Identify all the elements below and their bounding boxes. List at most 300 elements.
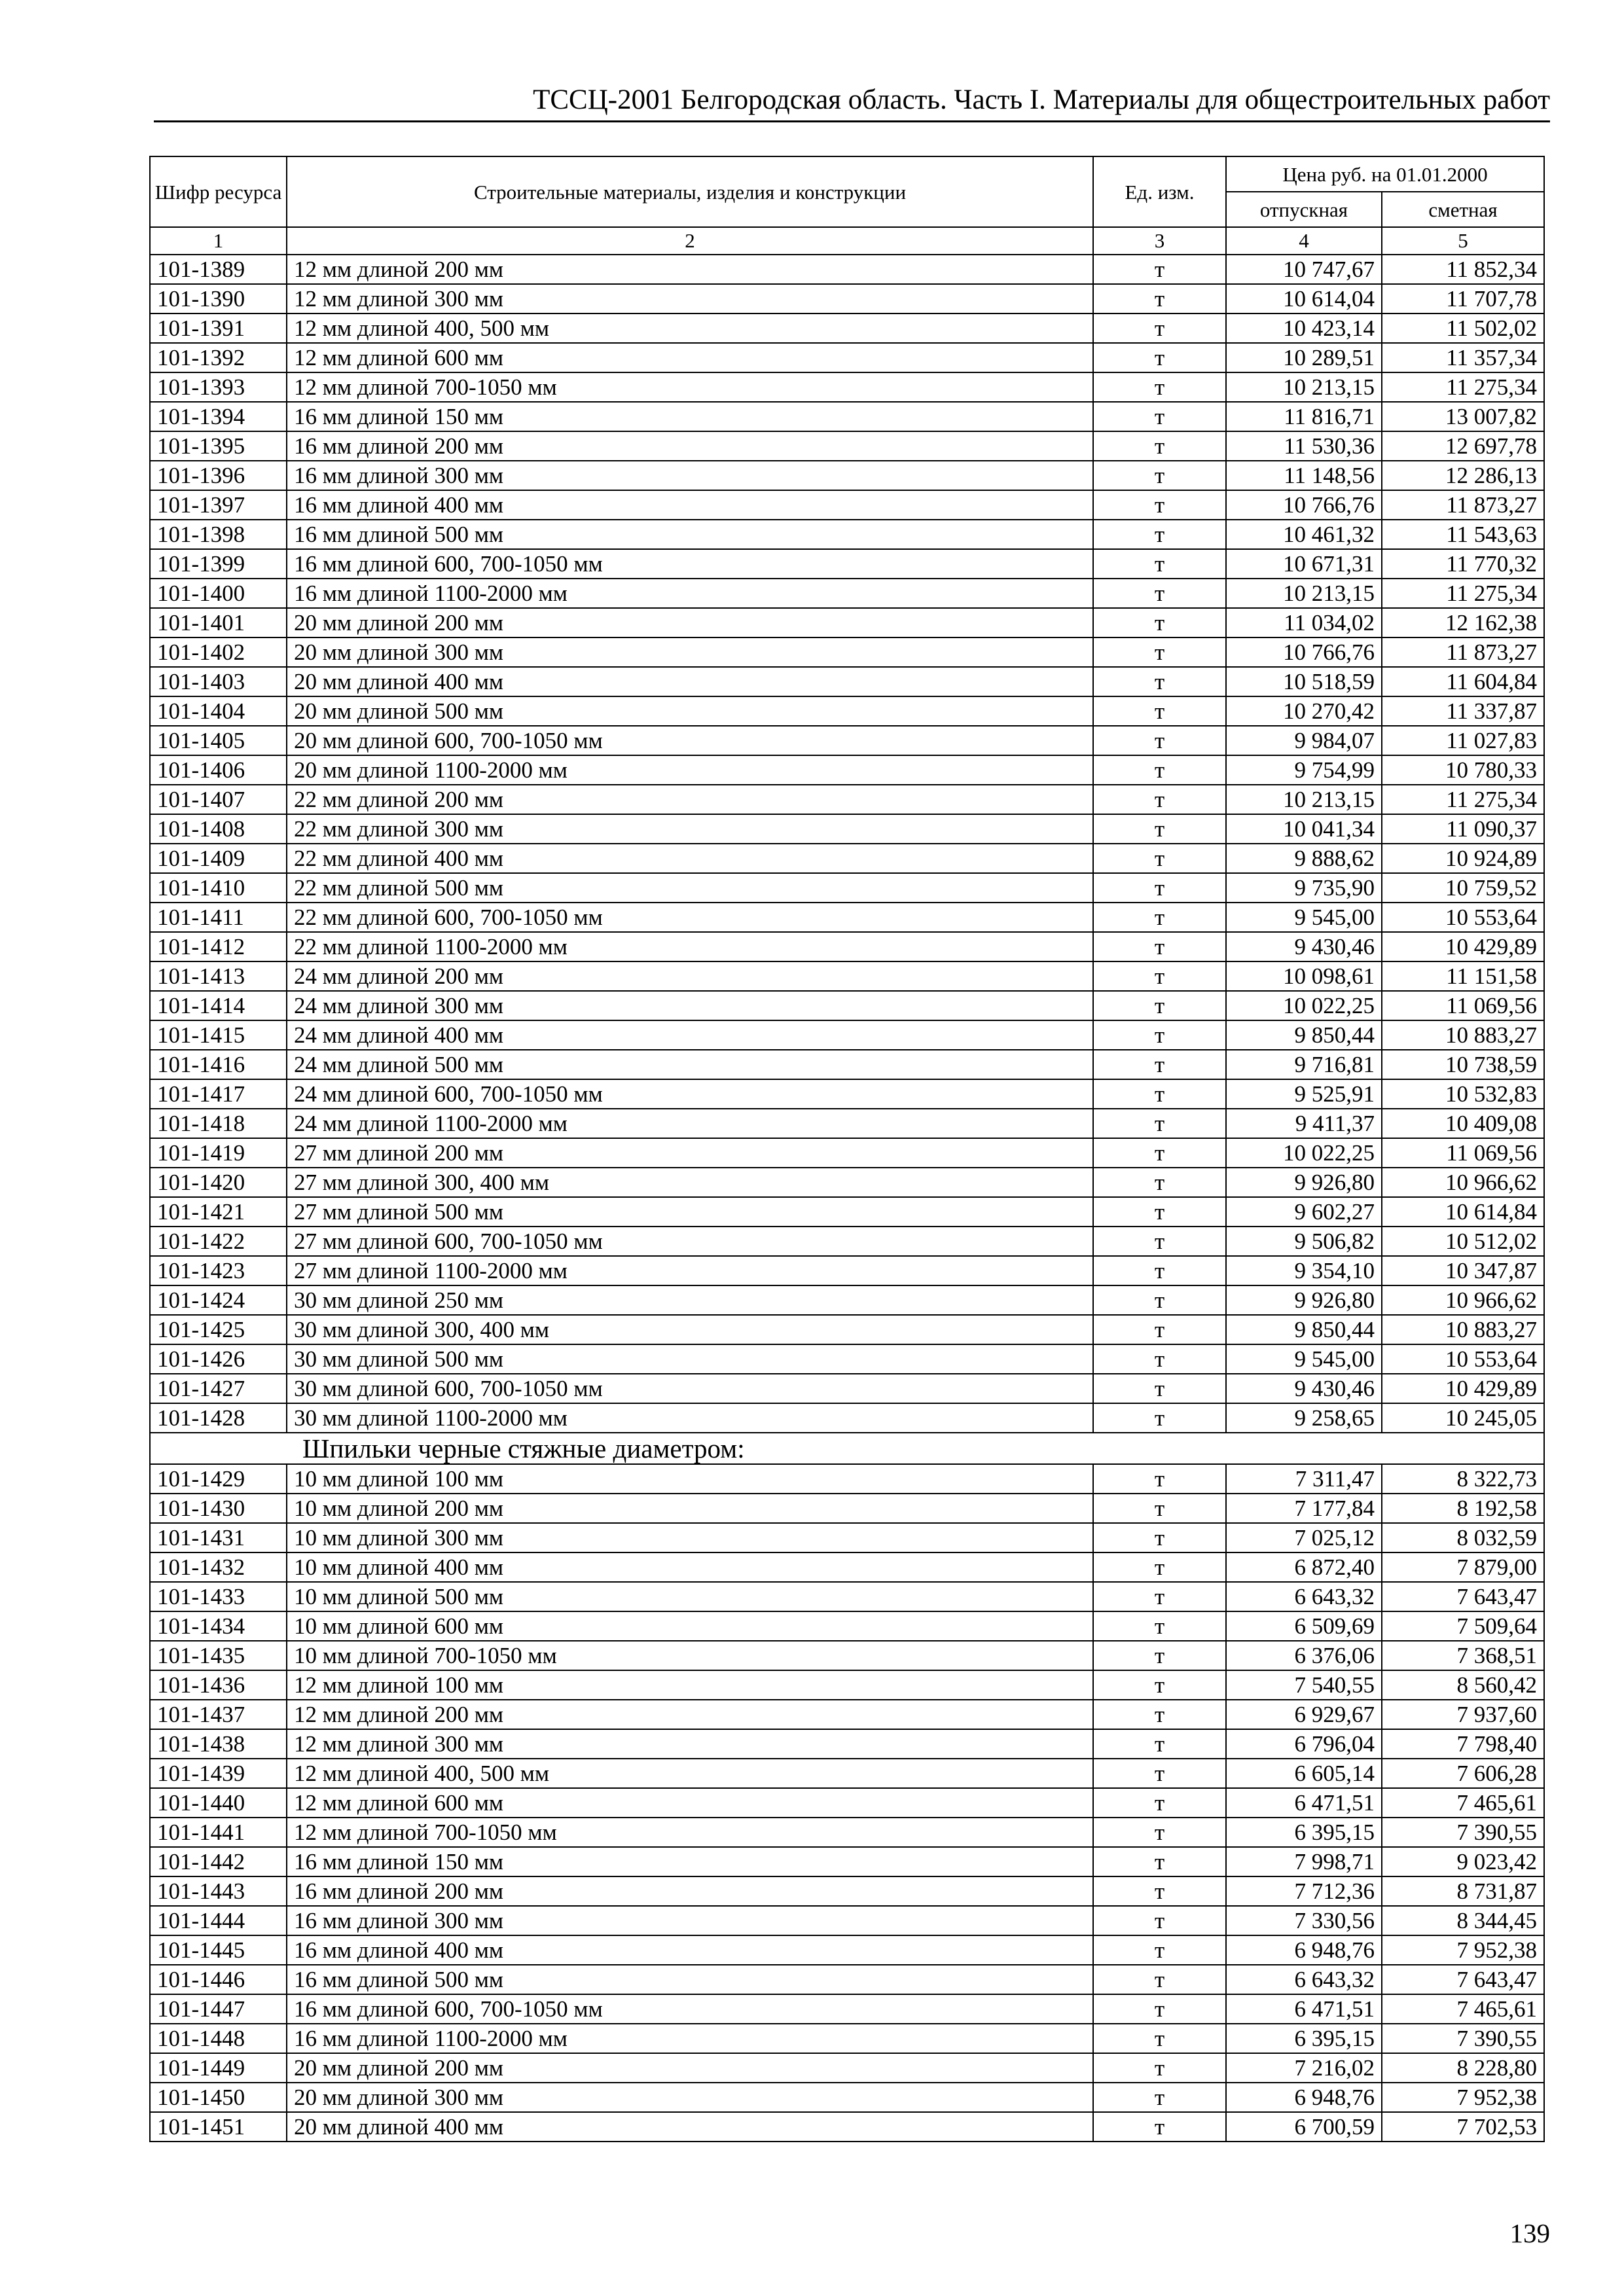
resource-code: 101-1394 xyxy=(150,402,287,431)
material-name: 12 мм длиной 600 мм xyxy=(287,343,1093,372)
table-row xyxy=(150,903,1544,932)
resource-code: 101-1402 xyxy=(150,637,287,667)
table-row xyxy=(150,1818,1544,1847)
release-price: 9 258,65 xyxy=(1226,1403,1382,1433)
resource-code: 101-1433 xyxy=(150,1582,287,1611)
table-row xyxy=(150,1670,1544,1700)
estimate-price: 8 192,58 xyxy=(1382,1494,1544,1523)
material-name: 20 мм длиной 600, 700-1050 мм xyxy=(287,726,1093,755)
material-name: 20 мм длиной 400 мм xyxy=(287,2112,1093,2142)
estimate-price: 7 509,64 xyxy=(1382,1611,1544,1641)
unit-of-measure: т xyxy=(1093,520,1226,549)
table-row xyxy=(150,549,1544,579)
column-header-price: Цена руб. на 01.01.2000 xyxy=(1226,156,1544,192)
material-name: 12 мм длиной 400, 500 мм xyxy=(287,314,1093,343)
material-name: 16 мм длиной 1100-2000 мм xyxy=(287,2024,1093,2053)
resource-code: 101-1421 xyxy=(150,1197,287,1227)
resource-code: 101-1422 xyxy=(150,1227,287,1256)
unit-of-measure: т xyxy=(1093,1197,1226,1227)
unit-of-measure: т xyxy=(1093,343,1226,372)
resource-code: 101-1436 xyxy=(150,1670,287,1700)
table-row xyxy=(150,1494,1544,1523)
resource-code: 101-1423 xyxy=(150,1256,287,1285)
resource-code: 101-1416 xyxy=(150,1050,287,1079)
material-name: 16 мм длиной 500 мм xyxy=(287,520,1093,549)
table-row xyxy=(150,1197,1544,1227)
estimate-price: 10 347,87 xyxy=(1382,1256,1544,1285)
estimate-price: 11 357,34 xyxy=(1382,343,1544,372)
estimate-price: 7 465,61 xyxy=(1382,1994,1544,2024)
resource-code: 101-1438 xyxy=(150,1729,287,1759)
material-name: 10 мм длиной 500 мм xyxy=(287,1582,1093,1611)
page-number: 139 xyxy=(1509,2218,1550,2248)
unit-of-measure: т xyxy=(1093,431,1226,461)
release-price: 6 948,76 xyxy=(1226,2083,1382,2112)
table-row xyxy=(150,1138,1544,1168)
material-name: 10 мм длиной 300 мм xyxy=(287,1523,1093,1552)
material-name: 22 мм длиной 600, 700-1050 мм xyxy=(287,903,1093,932)
material-name: 22 мм длиной 200 мм xyxy=(287,785,1093,814)
estimate-price: 7 702,53 xyxy=(1382,2112,1544,2142)
column-number: 1 xyxy=(150,227,287,255)
unit-of-measure: т xyxy=(1093,991,1226,1020)
estimate-price: 7 937,60 xyxy=(1382,1700,1544,1729)
table-row xyxy=(150,726,1544,755)
unit-of-measure: т xyxy=(1093,1138,1226,1168)
estimate-price: 7 952,38 xyxy=(1382,2083,1544,2112)
material-name: 30 мм длиной 1100-2000 мм xyxy=(287,1403,1093,1433)
material-name: 30 мм длиной 600, 700-1050 мм xyxy=(287,1374,1093,1403)
resource-code: 101-1429 xyxy=(150,1464,287,1494)
release-price: 6 395,15 xyxy=(1226,2024,1382,2053)
release-price: 6 395,15 xyxy=(1226,1818,1382,1847)
table-row xyxy=(150,755,1544,785)
table-row xyxy=(150,1759,1544,1788)
material-name: 24 мм длиной 200 мм xyxy=(287,961,1093,991)
table-row xyxy=(150,932,1544,961)
resource-code: 101-1435 xyxy=(150,1641,287,1670)
table-row xyxy=(150,844,1544,873)
material-name: 27 мм длиной 500 мм xyxy=(287,1197,1093,1227)
table-row xyxy=(150,1935,1544,1965)
unit-of-measure: т xyxy=(1093,1906,1226,1935)
resource-code: 101-1399 xyxy=(150,549,287,579)
column-header-name: Строительные материалы, изделия и конструкции xyxy=(287,156,1093,227)
estimate-price: 7 390,55 xyxy=(1382,2024,1544,2053)
resource-code: 101-1417 xyxy=(150,1079,287,1109)
unit-of-measure: т xyxy=(1093,1374,1226,1403)
resource-code: 101-1437 xyxy=(150,1700,287,1729)
resource-code: 101-1451 xyxy=(150,2112,287,2142)
estimate-price: 10 883,27 xyxy=(1382,1020,1544,1050)
unit-of-measure: т xyxy=(1093,696,1226,726)
resource-code: 101-1389 xyxy=(150,255,287,284)
resource-code: 101-1396 xyxy=(150,461,287,490)
resource-code: 101-1439 xyxy=(150,1759,287,1788)
unit-of-measure: т xyxy=(1093,1079,1226,1109)
resource-code: 101-1390 xyxy=(150,284,287,314)
table-row xyxy=(150,1374,1544,1403)
table-row xyxy=(150,1050,1544,1079)
resource-code: 101-1391 xyxy=(150,314,287,343)
table-row xyxy=(150,255,1544,284)
unit-of-measure: т xyxy=(1093,1109,1226,1138)
table-row xyxy=(150,1109,1544,1138)
release-price: 10 213,15 xyxy=(1226,579,1382,608)
release-price: 11 148,56 xyxy=(1226,461,1382,490)
material-name: 10 мм длиной 400 мм xyxy=(287,1552,1093,1582)
column-number: 3 xyxy=(1093,227,1226,255)
estimate-price: 12 286,13 xyxy=(1382,461,1544,490)
estimate-price: 12 162,38 xyxy=(1382,608,1544,637)
estimate-price: 8 228,80 xyxy=(1382,2053,1544,2083)
estimate-price: 13 007,82 xyxy=(1382,402,1544,431)
release-price: 7 216,02 xyxy=(1226,2053,1382,2083)
estimate-price: 7 390,55 xyxy=(1382,1818,1544,1847)
unit-of-measure: т xyxy=(1093,372,1226,402)
table-body xyxy=(150,255,1544,2142)
table-header xyxy=(150,156,1544,255)
estimate-price: 10 245,05 xyxy=(1382,1403,1544,1433)
material-name: 22 мм длиной 400 мм xyxy=(287,844,1093,873)
estimate-price: 11 337,87 xyxy=(1382,696,1544,726)
unit-of-measure: т xyxy=(1093,1876,1226,1906)
material-name: 12 мм длиной 100 мм xyxy=(287,1670,1093,1700)
unit-of-measure: т xyxy=(1093,1403,1226,1433)
material-name: 16 мм длиной 600, 700-1050 мм xyxy=(287,549,1093,579)
estimate-price: 10 409,08 xyxy=(1382,1109,1544,1138)
table-row xyxy=(150,873,1544,903)
estimate-price: 10 553,64 xyxy=(1382,903,1544,932)
release-price: 11 530,36 xyxy=(1226,431,1382,461)
table-row xyxy=(150,1788,1544,1818)
release-price: 11 816,71 xyxy=(1226,402,1382,431)
resource-code: 101-1411 xyxy=(150,903,287,932)
release-price: 9 354,10 xyxy=(1226,1256,1382,1285)
release-price: 9 735,90 xyxy=(1226,873,1382,903)
release-price: 10 747,67 xyxy=(1226,255,1382,284)
material-name: 27 мм длиной 600, 700-1050 мм xyxy=(287,1227,1093,1256)
unit-of-measure: т xyxy=(1093,1729,1226,1759)
table-row xyxy=(150,2024,1544,2053)
release-price: 7 540,55 xyxy=(1226,1670,1382,1700)
material-name: 12 мм длиной 200 мм xyxy=(287,255,1093,284)
section-heading: Шпильки черные стяжные диаметром: xyxy=(150,1433,1544,1464)
table-row xyxy=(150,1464,1544,1494)
estimate-price: 7 606,28 xyxy=(1382,1759,1544,1788)
unit-of-measure: т xyxy=(1093,1168,1226,1197)
estimate-price: 8 731,87 xyxy=(1382,1876,1544,1906)
unit-of-measure: т xyxy=(1093,1256,1226,1285)
material-name: 22 мм длиной 1100-2000 мм xyxy=(287,932,1093,961)
unit-of-measure: т xyxy=(1093,1582,1226,1611)
resource-code: 101-1409 xyxy=(150,844,287,873)
table-row xyxy=(150,1285,1544,1315)
table-row xyxy=(150,1344,1544,1374)
release-price: 7 712,36 xyxy=(1226,1876,1382,1906)
estimate-price: 11 275,34 xyxy=(1382,372,1544,402)
unit-of-measure: т xyxy=(1093,1050,1226,1079)
table-row xyxy=(150,284,1544,314)
material-name: 10 мм длиной 600 мм xyxy=(287,1611,1093,1641)
unit-of-measure: т xyxy=(1093,1670,1226,1700)
column-header-estimate-price: сметная xyxy=(1382,192,1544,227)
table-row xyxy=(150,2083,1544,2112)
resource-code: 101-1405 xyxy=(150,726,287,755)
table-row xyxy=(150,1965,1544,1994)
resource-code: 101-1450 xyxy=(150,2083,287,2112)
unit-of-measure: т xyxy=(1093,726,1226,755)
material-name: 16 мм длиной 300 мм xyxy=(287,1906,1093,1935)
release-price: 7 998,71 xyxy=(1226,1847,1382,1876)
estimate-price: 11 069,56 xyxy=(1382,991,1544,1020)
material-name: 12 мм длиной 300 мм xyxy=(287,1729,1093,1759)
resource-code: 101-1448 xyxy=(150,2024,287,2053)
estimate-price: 10 532,83 xyxy=(1382,1079,1544,1109)
estimate-price: 8 032,59 xyxy=(1382,1523,1544,1552)
resource-code: 101-1403 xyxy=(150,667,287,696)
material-name: 16 мм длиной 150 мм xyxy=(287,1847,1093,1876)
release-price: 9 430,46 xyxy=(1226,1374,1382,1403)
unit-of-measure: т xyxy=(1093,1759,1226,1788)
release-price: 6 605,14 xyxy=(1226,1759,1382,1788)
estimate-price: 11 543,63 xyxy=(1382,520,1544,549)
table-row xyxy=(150,637,1544,667)
release-price: 9 545,00 xyxy=(1226,1344,1382,1374)
resource-code: 101-1410 xyxy=(150,873,287,903)
resource-code: 101-1413 xyxy=(150,961,287,991)
estimate-price: 10 429,89 xyxy=(1382,932,1544,961)
material-name: 16 мм длиной 300 мм xyxy=(287,461,1093,490)
estimate-price: 8 560,42 xyxy=(1382,1670,1544,1700)
resource-code: 101-1443 xyxy=(150,1876,287,1906)
resource-code: 101-1412 xyxy=(150,932,287,961)
release-price: 9 525,91 xyxy=(1226,1079,1382,1109)
material-name: 10 мм длиной 700-1050 мм xyxy=(287,1641,1093,1670)
release-price: 10 423,14 xyxy=(1226,314,1382,343)
release-price: 10 213,15 xyxy=(1226,785,1382,814)
column-number: 4 xyxy=(1226,227,1382,255)
resource-code: 101-1414 xyxy=(150,991,287,1020)
table-row xyxy=(150,490,1544,520)
unit-of-measure: т xyxy=(1093,402,1226,431)
material-name: 16 мм длиной 1100-2000 мм xyxy=(287,579,1093,608)
estimate-price: 11 852,34 xyxy=(1382,255,1544,284)
resource-code: 101-1431 xyxy=(150,1523,287,1552)
table-row xyxy=(150,1906,1544,1935)
unit-of-measure: т xyxy=(1093,490,1226,520)
estimate-price: 10 780,33 xyxy=(1382,755,1544,785)
material-name: 10 мм длиной 200 мм xyxy=(287,1494,1093,1523)
release-price: 6 796,04 xyxy=(1226,1729,1382,1759)
table-row xyxy=(150,1847,1544,1876)
unit-of-measure: т xyxy=(1093,1464,1226,1494)
column-header-release-price: отпускная xyxy=(1226,192,1382,227)
column-header-unit: Ед. изм. xyxy=(1093,156,1226,227)
estimate-price: 12 697,78 xyxy=(1382,431,1544,461)
unit-of-measure: т xyxy=(1093,785,1226,814)
release-price: 9 506,82 xyxy=(1226,1227,1382,1256)
table-row xyxy=(150,1227,1544,1256)
release-price: 7 025,12 xyxy=(1226,1523,1382,1552)
table-row xyxy=(150,991,1544,1020)
price-table xyxy=(149,156,1545,2142)
release-price: 10 766,76 xyxy=(1226,637,1382,667)
table-row xyxy=(150,1641,1544,1670)
estimate-price: 10 883,27 xyxy=(1382,1315,1544,1344)
unit-of-measure: т xyxy=(1093,549,1226,579)
resource-code: 101-1392 xyxy=(150,343,287,372)
release-price: 9 984,07 xyxy=(1226,726,1382,755)
estimate-price: 10 512,02 xyxy=(1382,1227,1544,1256)
unit-of-measure: т xyxy=(1093,284,1226,314)
unit-of-measure: т xyxy=(1093,1700,1226,1729)
release-price: 9 926,80 xyxy=(1226,1168,1382,1197)
estimate-price: 11 069,56 xyxy=(1382,1138,1544,1168)
table-row xyxy=(150,1700,1544,1729)
material-name: 16 мм длиной 150 мм xyxy=(287,402,1093,431)
estimate-price: 7 368,51 xyxy=(1382,1641,1544,1670)
resource-code: 101-1434 xyxy=(150,1611,287,1641)
release-price: 9 754,99 xyxy=(1226,755,1382,785)
estimate-price: 11 873,27 xyxy=(1382,490,1544,520)
estimate-price: 11 707,78 xyxy=(1382,284,1544,314)
release-price: 9 545,00 xyxy=(1226,903,1382,932)
estimate-price: 11 275,34 xyxy=(1382,579,1544,608)
unit-of-measure: т xyxy=(1093,1935,1226,1965)
material-name: 27 мм длиной 300, 400 мм xyxy=(287,1168,1093,1197)
unit-of-measure: т xyxy=(1093,1523,1226,1552)
table-row xyxy=(150,520,1544,549)
resource-code: 101-1395 xyxy=(150,431,287,461)
release-price: 10 022,25 xyxy=(1226,991,1382,1020)
release-price: 9 926,80 xyxy=(1226,1285,1382,1315)
release-price: 10 289,51 xyxy=(1226,343,1382,372)
material-name: 24 мм длиной 500 мм xyxy=(287,1050,1093,1079)
material-name: 24 мм длиной 300 мм xyxy=(287,991,1093,1020)
unit-of-measure: т xyxy=(1093,2024,1226,2053)
material-name: 12 мм длиной 200 мм xyxy=(287,1700,1093,1729)
unit-of-measure: т xyxy=(1093,1227,1226,1256)
material-name: 16 мм длиной 200 мм xyxy=(287,431,1093,461)
release-price: 6 643,32 xyxy=(1226,1965,1382,1994)
release-price: 9 430,46 xyxy=(1226,932,1382,961)
material-name: 24 мм длиной 400 мм xyxy=(287,1020,1093,1050)
estimate-price: 7 952,38 xyxy=(1382,1935,1544,1965)
release-price: 6 643,32 xyxy=(1226,1582,1382,1611)
material-name: 16 мм длиной 400 мм xyxy=(287,1935,1093,1965)
unit-of-measure: т xyxy=(1093,1788,1226,1818)
page-header xyxy=(154,82,1550,122)
table-row xyxy=(150,961,1544,991)
unit-of-measure: т xyxy=(1093,903,1226,932)
unit-of-measure: т xyxy=(1093,314,1226,343)
release-price: 10 022,25 xyxy=(1226,1138,1382,1168)
table-row xyxy=(150,2112,1544,2142)
material-name: 20 мм длиной 1100-2000 мм xyxy=(287,755,1093,785)
estimate-price: 11 873,27 xyxy=(1382,637,1544,667)
release-price: 9 716,81 xyxy=(1226,1050,1382,1079)
release-price: 10 213,15 xyxy=(1226,372,1382,402)
material-name: 10 мм длиной 100 мм xyxy=(287,1464,1093,1494)
unit-of-measure: т xyxy=(1093,608,1226,637)
unit-of-measure: т xyxy=(1093,2053,1226,2083)
resource-code: 101-1447 xyxy=(150,1994,287,2024)
resource-code: 101-1426 xyxy=(150,1344,287,1374)
table-row xyxy=(150,1552,1544,1582)
unit-of-measure: т xyxy=(1093,637,1226,667)
resource-code: 101-1444 xyxy=(150,1906,287,1935)
release-price: 6 376,06 xyxy=(1226,1641,1382,1670)
resource-code: 101-1430 xyxy=(150,1494,287,1523)
resource-code: 101-1440 xyxy=(150,1788,287,1818)
table-row xyxy=(150,1582,1544,1611)
unit-of-measure: т xyxy=(1093,1020,1226,1050)
estimate-price: 8 344,45 xyxy=(1382,1906,1544,1935)
material-name: 20 мм длиной 200 мм xyxy=(287,2053,1093,2083)
resource-code: 101-1442 xyxy=(150,1847,287,1876)
material-name: 12 мм длиной 700-1050 мм xyxy=(287,1818,1093,1847)
release-price: 7 311,47 xyxy=(1226,1464,1382,1494)
release-price: 10 671,31 xyxy=(1226,549,1382,579)
column-number: 2 xyxy=(287,227,1093,255)
table-row xyxy=(150,579,1544,608)
material-name: 30 мм длиной 250 мм xyxy=(287,1285,1093,1315)
unit-of-measure: т xyxy=(1093,255,1226,284)
column-header-code: Шифр ресурса xyxy=(150,156,287,227)
release-price: 9 602,27 xyxy=(1226,1197,1382,1227)
table-row xyxy=(150,314,1544,343)
unit-of-measure: т xyxy=(1093,932,1226,961)
table-row xyxy=(150,2053,1544,2083)
estimate-price: 11 151,58 xyxy=(1382,961,1544,991)
material-name: 20 мм длиной 500 мм xyxy=(287,696,1093,726)
unit-of-measure: т xyxy=(1093,961,1226,991)
estimate-price: 9 023,42 xyxy=(1382,1847,1544,1876)
estimate-price: 10 966,62 xyxy=(1382,1285,1544,1315)
estimate-price: 10 429,89 xyxy=(1382,1374,1544,1403)
material-name: 16 мм длиной 400 мм xyxy=(287,490,1093,520)
material-name: 24 мм длиной 1100-2000 мм xyxy=(287,1109,1093,1138)
resource-code: 101-1400 xyxy=(150,579,287,608)
material-name: 22 мм длиной 300 мм xyxy=(287,814,1093,844)
estimate-price: 10 553,64 xyxy=(1382,1344,1544,1374)
material-name: 22 мм длиной 500 мм xyxy=(287,873,1093,903)
estimate-price: 10 614,84 xyxy=(1382,1197,1544,1227)
material-name: 20 мм длиной 300 мм xyxy=(287,637,1093,667)
release-price: 6 929,67 xyxy=(1226,1700,1382,1729)
material-name: 27 мм длиной 1100-2000 мм xyxy=(287,1256,1093,1285)
estimate-price: 7 643,47 xyxy=(1382,1965,1544,1994)
estimate-price: 11 502,02 xyxy=(1382,314,1544,343)
resource-code: 101-1420 xyxy=(150,1168,287,1197)
release-price: 10 041,34 xyxy=(1226,814,1382,844)
material-name: 12 мм длиной 600 мм xyxy=(287,1788,1093,1818)
resource-code: 101-1445 xyxy=(150,1935,287,1965)
resource-code: 101-1418 xyxy=(150,1109,287,1138)
table-row xyxy=(150,402,1544,431)
estimate-price: 11 090,37 xyxy=(1382,814,1544,844)
material-name: 16 мм длиной 200 мм xyxy=(287,1876,1093,1906)
resource-code: 101-1406 xyxy=(150,755,287,785)
release-price: 9 850,44 xyxy=(1226,1020,1382,1050)
release-price: 6 872,40 xyxy=(1226,1552,1382,1582)
release-price: 11 034,02 xyxy=(1226,608,1382,637)
unit-of-measure: т xyxy=(1093,1641,1226,1670)
resource-code: 101-1424 xyxy=(150,1285,287,1315)
document-title: ТССЦ-2001 Белгородская область. Часть I. Материалы для общестроительных работ xyxy=(533,84,1550,115)
release-price: 10 518,59 xyxy=(1226,667,1382,696)
